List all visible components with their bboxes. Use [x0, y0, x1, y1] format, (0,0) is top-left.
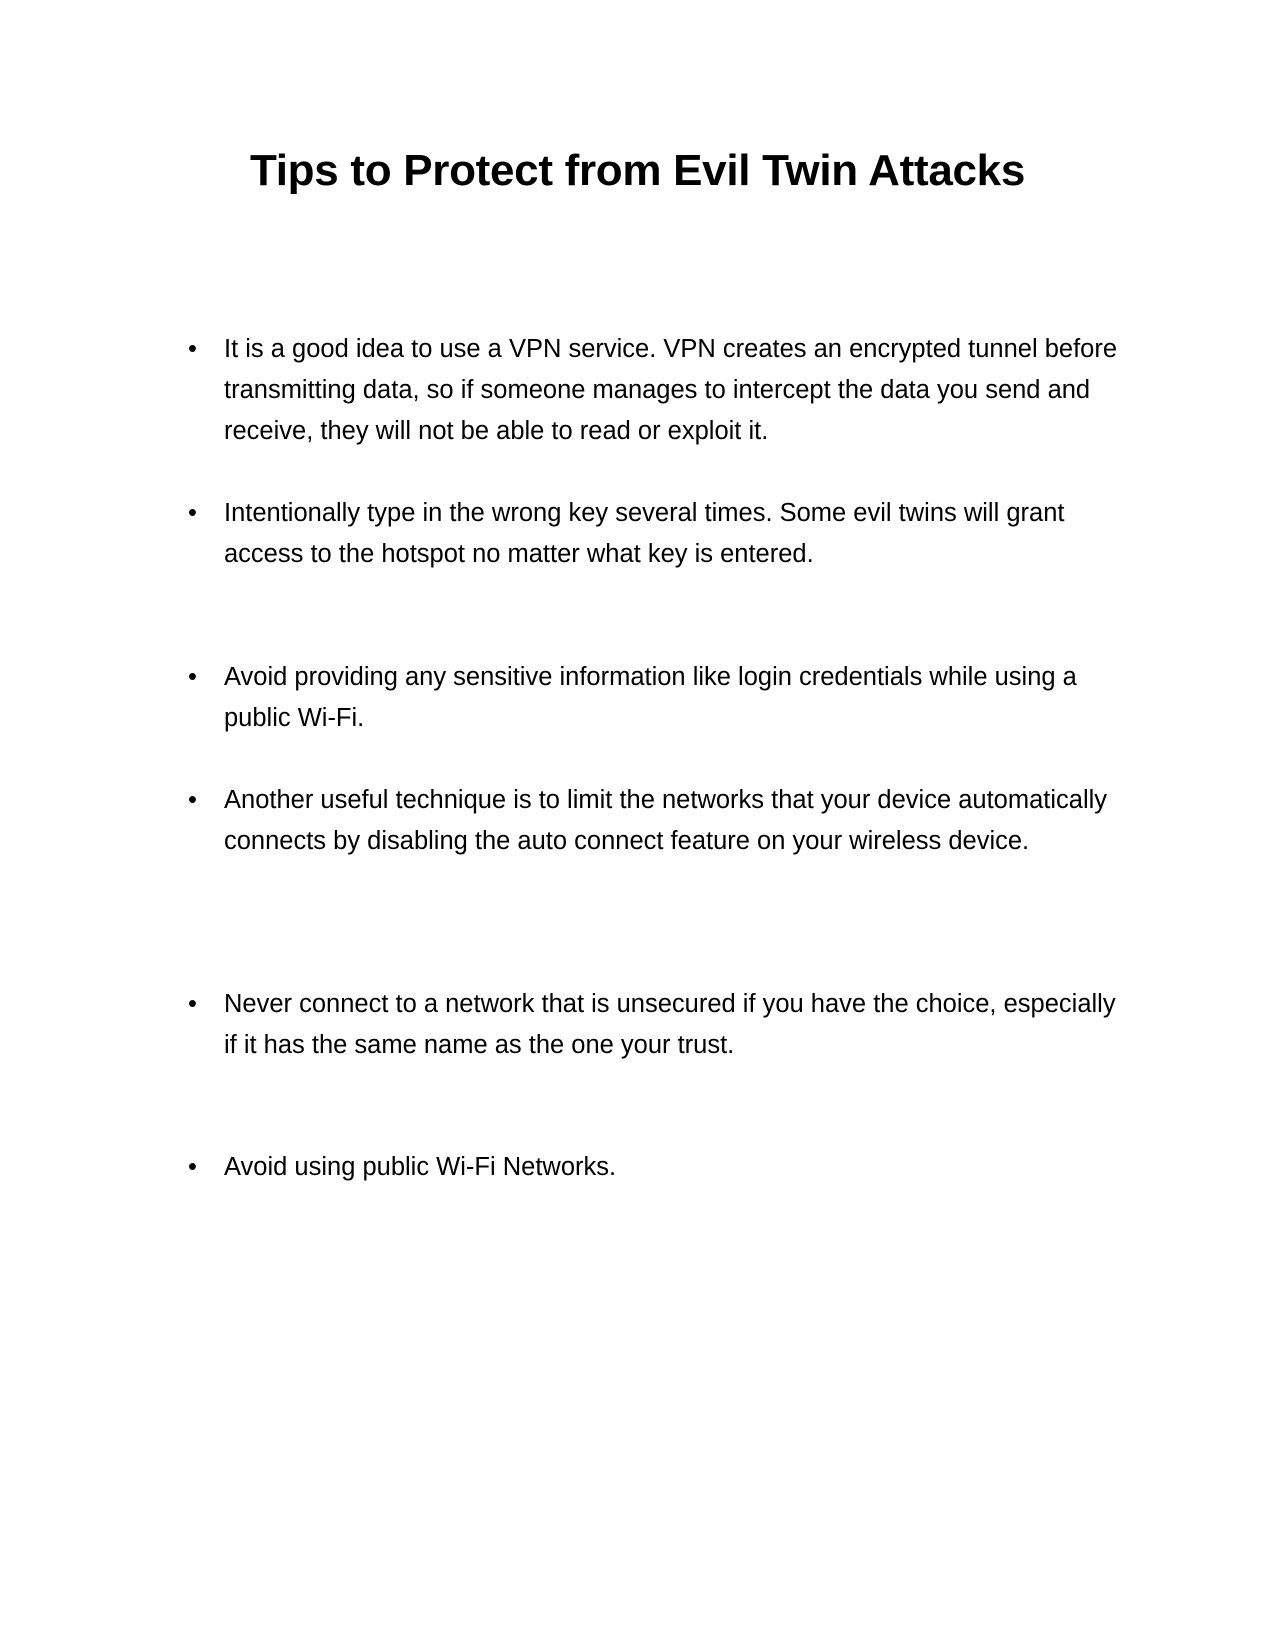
bullet-icon: • [188, 1153, 197, 1181]
tip-text: It is a good idea to use a VPN service. VPN creates an encrypted tunnel before transmitting data, so if someone manages to intercept the data you send and receive, they will not be able to read or exploit it. [224, 335, 1118, 445]
list-item [188, 329, 1128, 452]
tip-text: Never connect to a network that is unsecured if you have the choice, especially if it has the same name as the one your trust. [224, 990, 1116, 1059]
bullet-icon: • [188, 335, 197, 363]
list-item [188, 493, 1128, 575]
tip-text: Avoid using public Wi-Fi Networks. [224, 1153, 617, 1181]
list-item [188, 1147, 1128, 1188]
bullet-icon: • [188, 990, 197, 1018]
list-item [188, 984, 1128, 1066]
bullet-icon: • [188, 663, 197, 691]
tip-text: Avoid providing any sensitive information like login credentials while using a public Wi-Fi. [224, 663, 1077, 732]
bullet-icon: • [188, 786, 197, 814]
tip-text: Intentionally type in the wrong key several times. Some evil twins will grant access to the hotspot no matter what key is entered. [224, 499, 1065, 568]
list-item [188, 780, 1128, 862]
list-item [188, 657, 1128, 739]
bullet-icon: • [188, 499, 197, 527]
tip-text: Another useful technique is to limit the networks that your device automatically connects by disabling the auto connect feature on your wireless device. [224, 786, 1108, 855]
page-title: Tips to Protect from Evil Twin Attacks [249, 146, 1026, 195]
